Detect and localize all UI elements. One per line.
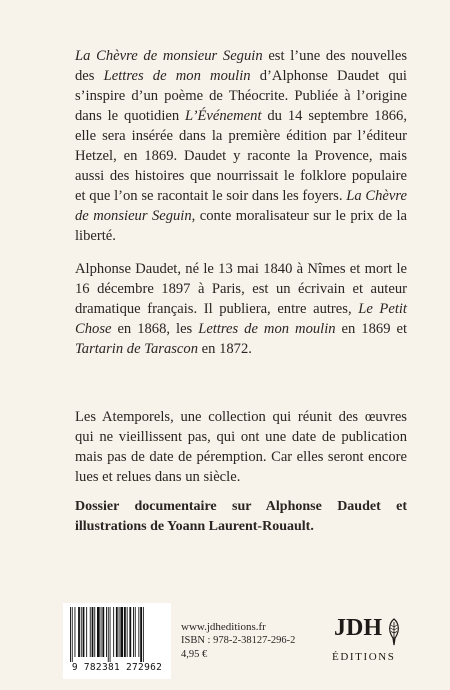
barcode-bar — [113, 607, 114, 657]
text-run: en 1872. — [198, 341, 252, 357]
title-italic: Lettres de mon moulin — [103, 68, 251, 84]
barcode-digits: 9 782381 272962 — [71, 662, 163, 673]
summary-paragraph — [75, 46, 407, 246]
barcode-bar — [135, 607, 136, 657]
logo-wordmark: JDH — [334, 615, 382, 641]
title-italic: La Chèvre de monsieur Seguin — [75, 48, 263, 64]
barcode-bar — [120, 607, 123, 657]
quill-feather-icon — [386, 618, 402, 646]
barcode-bar — [101, 607, 102, 657]
text-run: du 14 septembre 1866, elle sera insérée dans la première édition par l’éditeur Hetzel, en 1869. Daudet y raconte la Provence, mais aussi des histoires que nourrissait le folklore populaire et que l’on se racontait le soir dans les foyers. — [75, 108, 407, 204]
barcode-bar — [86, 607, 87, 657]
barcode-bar — [110, 607, 111, 662]
barcode-bar — [78, 607, 80, 657]
collection-paragraph: Les Atemporels, une collection qui réunit des œuvres qui ne vieillissent pas, qui ont une date de publication mais pas de date de péremption. Car elles seront encore lues et relues dans un siècle. — [75, 409, 407, 485]
title-italic: Le Petit Chose — [75, 301, 407, 337]
isbn-number: ISBN : 978-2-38127-296-2 — [181, 635, 296, 646]
title-italic: La Chèvre de monsieur Seguin, — [75, 188, 407, 224]
text-run: d’Alphonse Daudet qui s’inspire d’un poème de Théocrite. Publiée à l’origine dans le quotidien — [75, 68, 407, 124]
barcode-bar — [116, 607, 118, 657]
barcode-bar — [97, 607, 100, 657]
text-run: est l’une des nouvelles des — [75, 48, 407, 84]
title-italic: Tartarin de Tarascon — [75, 341, 199, 357]
barcode-bar — [94, 607, 95, 657]
barcode-bar — [83, 607, 85, 657]
barcode-bar — [90, 607, 91, 657]
barcode-bar — [124, 607, 126, 657]
title-italic: L’Événement — [185, 108, 262, 124]
barcode-bar — [119, 607, 120, 657]
text-run: en 1868, les — [111, 321, 199, 337]
title-italic: Lettres de mon moulin — [198, 321, 336, 337]
barcode-bar — [143, 607, 144, 662]
logo-subtitle: ÉDITIONS — [332, 651, 396, 663]
barcode-bar — [92, 607, 94, 657]
barcode-bar — [81, 607, 82, 657]
publisher-info — [181, 620, 295, 662]
text-run: conte moralisateur sur le prix de la liberté. — [75, 208, 407, 244]
dossier-note: Dossier documentaire sur Alphonse Daudet et illustrations de Yoann Laurent-Rouault. — [75, 499, 407, 534]
barcode-bar — [106, 607, 107, 657]
barcode-bar — [138, 607, 139, 657]
barcode-bars — [68, 607, 166, 662]
barcode-bar — [140, 607, 142, 662]
price: 4,95 € — [181, 649, 208, 660]
barcode-bar — [75, 607, 76, 657]
text-run: Alphonse Daudet, né le 13 mai 1840 à Nîmes et mort le 16 décembre 1897 à Paris, est un écrivain et auteur dramatique français. Il publiera, entre autres, — [75, 261, 407, 317]
barcode-bar — [72, 607, 73, 662]
publisher-logo — [328, 613, 410, 679]
barcode — [63, 603, 171, 679]
barcode-bar — [127, 607, 128, 657]
author-bio-paragraph — [75, 259, 407, 359]
barcode-bar — [129, 607, 131, 657]
barcode-bar — [133, 607, 134, 657]
barcode-bar — [102, 607, 104, 657]
barcode-bar — [70, 607, 71, 662]
barcode-bar — [108, 607, 109, 662]
text-run: en 1869 et — [335, 321, 407, 337]
publisher-website[interactable]: www.jdheditions.fr — [181, 621, 266, 633]
